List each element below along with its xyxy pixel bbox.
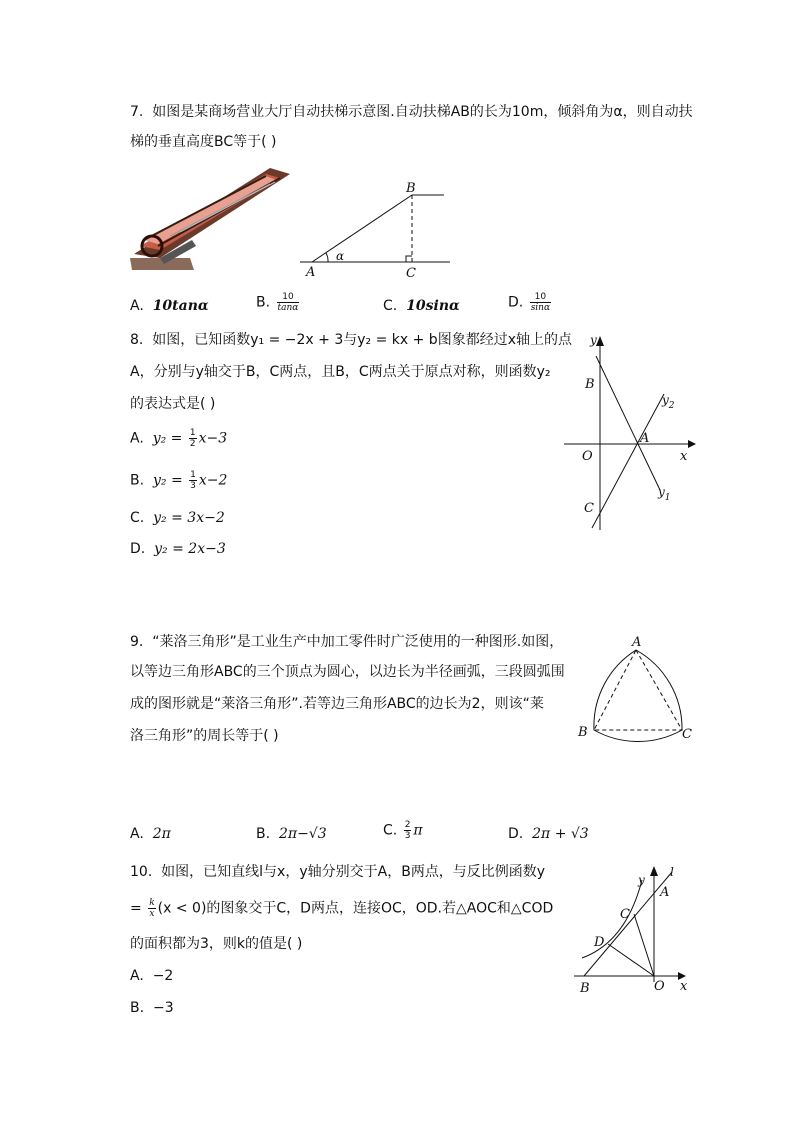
q8-line1: 8. 如图，已知函数y₁ = −2x + 3与y₂ = kx + b图象都经过x轴上的点 (130, 332, 572, 348)
svg-text:B: B (578, 725, 588, 740)
q10-text-3: 的面积都为3，则k的值是( ) (130, 936, 303, 952)
q8-option-c[interactable]: C. y₂ = 3x−2 (130, 510, 225, 526)
angle-arc (326, 253, 328, 262)
q10-option-a[interactable]: A. −2 (130, 968, 174, 984)
q9-text-4: 洛三角形”的周长等于( ) (130, 728, 279, 744)
q8-option-d[interactable]: D. y₂ = 2x−3 (130, 541, 226, 557)
label-alpha: α (336, 249, 345, 263)
svg-text:C: C (682, 727, 692, 742)
label-a: A (306, 265, 316, 280)
line-y2 (592, 394, 664, 528)
q9-text-1: “莱洛三角形”是工业生产中加工零件时广泛使用的一种图形.如图， (152, 634, 564, 650)
x-axis-arrow (688, 440, 696, 448)
svg-text:O: O (654, 979, 665, 994)
q8-text-1: 如图，已知函数y₁ = −2x + 3与y₂ = kx + b图象都经过x轴上的点 (152, 332, 572, 348)
q7-number: 7. (130, 104, 144, 120)
svg-text:A: A (632, 635, 642, 650)
svg-text:B: B (580, 981, 590, 996)
q8-text-2: A，分别与y轴交于B，C两点，且B，C两点关于原点对称，则函数y₂ (130, 364, 551, 380)
line-y1 (596, 356, 660, 490)
svg-text:D: D (594, 935, 605, 950)
svg-text:A: A (660, 885, 670, 900)
q9-line1: 9. “莱洛三角形”是工业生产中加工零件时广泛使用的一种图形.如图， (130, 634, 564, 650)
point-c-label: C (584, 501, 594, 516)
q9-option-b[interactable]: B. 2π−√3 (256, 826, 327, 842)
q7-option-b[interactable]: B. $\frac{10}{\tan\alpha}$ (256, 292, 299, 313)
q7-option-d[interactable]: D. $\frac{10}{\sin\alpha}$ (508, 292, 551, 313)
q7-option-a[interactable]: A. 10tanα (130, 298, 209, 314)
q9-option-c[interactable]: C. $\frac{2}{3}$ π (383, 820, 423, 841)
q7-triangle-figure (298, 176, 454, 280)
label-b: B (406, 181, 416, 196)
reuleaux-arcs (594, 650, 682, 741)
q10-graph (566, 862, 696, 996)
q9-option-a[interactable]: A. 2π (130, 826, 171, 842)
y1-label: $y_1$ (658, 485, 671, 503)
q7-line1 (130, 102, 693, 122)
reuleaux-triangle-figure (572, 632, 696, 744)
y-axis-arrow (596, 336, 604, 346)
point-b-label: B (585, 377, 595, 392)
svg-text:O: O (582, 449, 593, 464)
q8-option-b[interactable]: B. y₂ = $\frac{1}{3}$ x−2 (130, 470, 228, 491)
q7-text-2: 梯的垂直高度BC等于( ) (130, 134, 277, 150)
line-l (584, 872, 672, 976)
y2-label: $y_2$ (662, 393, 675, 411)
svg-text:l: l (670, 865, 674, 879)
q9-text-2: 以等边三角形ABC的三个顶点为圆心，以边长为半径画弧，三段圆弧围 (130, 664, 565, 680)
q10-line2: = $\frac{k}{x}$ (x < 0)的图象交于C，D两点，连接OC，OD.若△AOC和△COD (130, 898, 554, 919)
q10-option-b[interactable]: B. −3 (130, 1000, 174, 1016)
q9-option-d[interactable]: D. 2π + √3 (508, 826, 589, 842)
q7-text-1: 如图是某商场营业大厅自动扶梯示意图.自动扶梯AB的长为10m，倾斜角为α，则自动扶 (152, 104, 693, 120)
right-angle-mark (406, 256, 412, 262)
svg-text:y: y (638, 873, 645, 887)
svg-text:x: x (680, 449, 688, 464)
q10-text-1: 如图，已知直线l与x，y轴分别交于A，B两点，与反比例函数y (161, 864, 546, 880)
svg-text:y: y (590, 333, 597, 347)
svg-text:C: C (620, 907, 630, 922)
q9-text-3: 成的图形就是“莱洛三角形”.若等边三角形ABC的边长为2，则该“莱 (130, 696, 544, 712)
equilateral-triangle (594, 650, 682, 730)
point-a-label: A (640, 431, 650, 446)
label-c: C (406, 266, 416, 280)
q8-text-3: 的表达式是( ) (130, 396, 216, 412)
y-axis-arrow (650, 866, 658, 876)
q8-option-a[interactable]: A. y₂ = $\frac{1}{2}$ x−3 (130, 428, 228, 449)
escalator-line-ab (312, 195, 412, 262)
segment-oc (634, 914, 654, 976)
escalator-photo (130, 166, 296, 274)
q10-line1: 10. 如图，已知直线l与x，y轴分别交于A，B两点，与反比例函数y (130, 864, 546, 880)
segment-od (608, 944, 654, 976)
svg-text:x: x (680, 979, 688, 994)
q8-graph (560, 330, 700, 536)
q7-option-c[interactable]: C. 10sinα (383, 298, 460, 314)
